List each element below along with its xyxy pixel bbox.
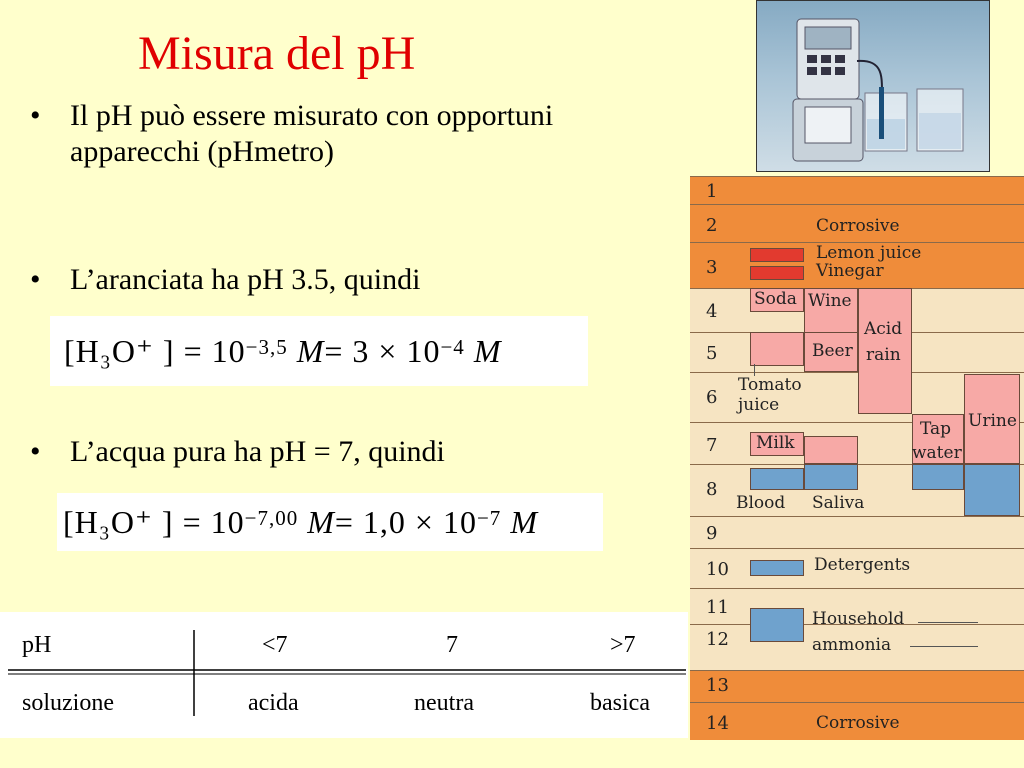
marker-tomato-juice: [750, 332, 804, 366]
solution-acid: acida: [248, 690, 299, 716]
ph-number: 1: [706, 181, 718, 202]
leader-line: [910, 646, 978, 647]
ph-meter-photo: [756, 0, 990, 172]
label-tomato-line2: juice: [738, 395, 780, 415]
row-label-ph: pH: [22, 632, 52, 658]
ph-scale-chart: [690, 176, 1024, 740]
ph-number: 12: [706, 629, 729, 650]
marker-saliva-acid: [804, 436, 858, 464]
label-acid-rain-line2: rain: [866, 345, 901, 365]
ph-basic-value: >7: [610, 632, 636, 658]
label-urine: Urine: [968, 411, 1017, 431]
label-detergents: Detergents: [814, 555, 911, 575]
label-saliva: Saliva: [812, 493, 865, 513]
ph-neutral-value: 7: [446, 632, 458, 658]
marker-blood: [750, 468, 804, 490]
bullet-marker: •: [30, 435, 41, 468]
ph-number: 2: [706, 215, 718, 236]
ph-number: 5: [706, 343, 718, 364]
label-beer: Beer: [812, 341, 853, 361]
slide-title: Misura del pH: [138, 27, 416, 80]
equation-orangeade: [50, 316, 588, 386]
bullet-orangeade: [30, 262, 590, 298]
eq-lhs: [H₃O⁺ ] = 10: [63, 504, 245, 540]
ph-number: 6: [706, 387, 718, 408]
table-lines: [0, 612, 688, 738]
eq-exponent-2: −7: [476, 505, 502, 530]
label-milk: Milk: [756, 433, 795, 453]
label-lemon-juice: Lemon juice: [816, 243, 922, 263]
ph-number: 8: [706, 479, 718, 500]
ph-number: 10: [706, 559, 729, 580]
label-vinegar: Vinegar: [816, 261, 884, 281]
eq-molar-unit-2: M: [510, 503, 538, 540]
scale-row-1: [690, 176, 1024, 204]
label-corrosive-bottom: Corrosive: [816, 713, 900, 733]
bullet-text: Il pH può essere misurato con opportuni apparecchi (pHmetro): [70, 99, 554, 168]
scale-row-9: [690, 516, 1024, 548]
ph-number: 3: [706, 257, 718, 278]
eq-mid: = 1,0 × 10: [334, 503, 477, 540]
label-tap-line2: water: [912, 443, 962, 463]
ph-number: 4: [706, 301, 718, 322]
bullet-pure-water: [30, 434, 590, 470]
ph-number: 9: [706, 523, 718, 544]
eq-exponent: −7,00: [244, 505, 299, 530]
marker-detergents: [750, 560, 804, 576]
bullet-text: L’aranciata ha pH 3.5, quindi: [70, 263, 421, 296]
eq-exponent-2: −4: [440, 334, 465, 359]
marker-lemon-juice: [750, 248, 804, 262]
solution-basic: basica: [590, 690, 650, 716]
marker-tap-water-base: [912, 464, 964, 490]
ph-number: 11: [706, 597, 729, 618]
solution-neutral: neutra: [414, 690, 474, 716]
ph-number: 7: [706, 435, 718, 456]
eq-molar-unit: M: [296, 332, 325, 369]
bullet-text: L’acqua pura ha pH = 7, quindi: [70, 435, 445, 468]
ph-number: 13: [706, 675, 729, 696]
ph-solution-table: [0, 612, 688, 738]
bullet-ph-meter: [30, 98, 590, 170]
equation-pure-water: [57, 493, 603, 551]
bullet-marker: •: [30, 99, 41, 132]
ph-meter-illustration: [757, 1, 990, 172]
eq-lhs: [H₃O⁺ ] = 10: [64, 333, 246, 369]
eq-molar-unit-2: M: [473, 332, 502, 369]
bullet-marker: •: [30, 263, 41, 296]
label-wine: Wine: [808, 291, 852, 311]
eq-mid: = 3 × 10: [324, 332, 441, 369]
marker-urine-base: [964, 464, 1020, 516]
eq-molar-unit: M: [307, 503, 335, 540]
ph-number: 14: [706, 713, 729, 734]
label-tomato-line1: Tomato: [738, 375, 802, 395]
scale-row-13: [690, 670, 1024, 702]
marker-household-ammonia: [750, 608, 804, 642]
ph-acid-value: <7: [262, 632, 288, 658]
label-corrosive-top: Corrosive: [816, 216, 900, 236]
label-blood: Blood: [736, 493, 786, 513]
label-acid-rain-line1: Acid: [864, 319, 903, 339]
label-tap-line1: Tap: [920, 419, 952, 439]
marker-vinegar: [750, 266, 804, 280]
eq-exponent: −3,5: [245, 334, 288, 359]
leader-line: [918, 622, 978, 623]
row-label-solution: soluzione: [22, 690, 114, 716]
label-household-line1: Household: [812, 609, 905, 629]
label-soda: Soda: [754, 289, 797, 309]
marker-saliva-base: [804, 464, 858, 490]
label-household-line2: ammonia: [812, 635, 892, 655]
